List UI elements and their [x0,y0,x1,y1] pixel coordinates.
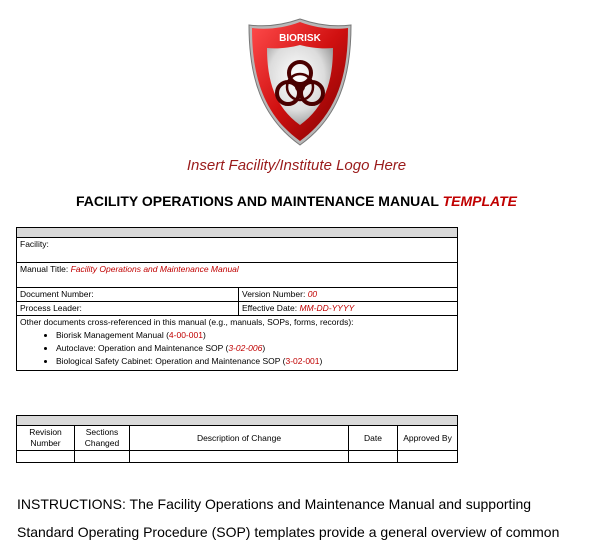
facility-row [17,238,458,263]
manual-title-row [17,263,458,288]
logo-badge-text: BIORISK [279,33,321,44]
sections-changed-cell[interactable] [75,451,130,463]
description-header: Description of Change [130,426,349,451]
cross-reference-item: • Autoclave: Operation and Maintenance SOP (3-02-006) [56,343,454,354]
document-info-table [16,227,458,371]
manual-title-label: Manual Title: [20,264,69,274]
document-title-suffix: TEMPLATE [442,193,517,209]
logo-caption: Insert Facility/Institute Logo Here [186,157,407,174]
version-number-value: 00 [307,289,318,299]
revision-number-header: Revision Number [17,426,75,451]
instructions-line-1: INSTRUCTIONS: The Facility Operations and Maintenance Manual and supporting [17,496,532,512]
revision-table-header-row [17,426,458,451]
sections-changed-header: Sections Changed [75,426,130,451]
manual-title-value: Facility Operations and Maintenance Manual [70,264,239,274]
version-number-label: Version Number: [242,289,306,299]
document-title-main: FACILITY OPERATIONS AND MAINTENANCE MANUAL [75,193,439,209]
biorisk-logo [247,17,353,147]
process-leader-label: Process Leader: [20,303,82,313]
document-number-row [17,288,458,302]
cross-reference-row [17,316,458,371]
revision-entry-row [17,451,458,463]
instructions-paragraph [17,490,593,546]
facility-label: Facility: [20,239,49,249]
cross-reference-code: 4-00-001 [168,330,203,340]
effective-date-value: MM-DD-YYYY [299,303,355,313]
document-title [0,193,593,209]
approved-by-header: Approved By [398,426,458,451]
revision-history-table [16,415,458,463]
description-cell[interactable] [130,451,349,463]
effective-date-label: Effective Date: [242,303,298,313]
approved-by-cell[interactable] [398,451,458,463]
revision-table-header-band [17,416,458,426]
cross-reference-code: 3-02-006 [228,343,263,353]
cross-reference-item: • Biological Safety Cabinet: Operation and Maintenance SOP (3-02-001) [56,356,454,367]
document-number-label: Document Number: [20,289,94,299]
instructions-line-2: Standard Operating Procedure (SOP) templates provide a general overview of common [17,524,560,540]
cross-reference-code: 3-02-001 [285,356,320,366]
biohazard-shield-icon [247,17,353,147]
date-cell[interactable] [349,451,398,463]
cross-reference-item: • Biorisk Management Manual (4-00-001) [56,330,454,341]
info-table-header-row [17,228,458,238]
date-header: Date [349,426,398,451]
cross-reference-list [20,330,454,367]
revision-number-cell[interactable] [17,451,75,463]
process-leader-row [17,302,458,316]
cross-reference-label: Other documents cross-referenced in this manual (e.g., manuals, SOPs, forms, records): [20,317,354,327]
